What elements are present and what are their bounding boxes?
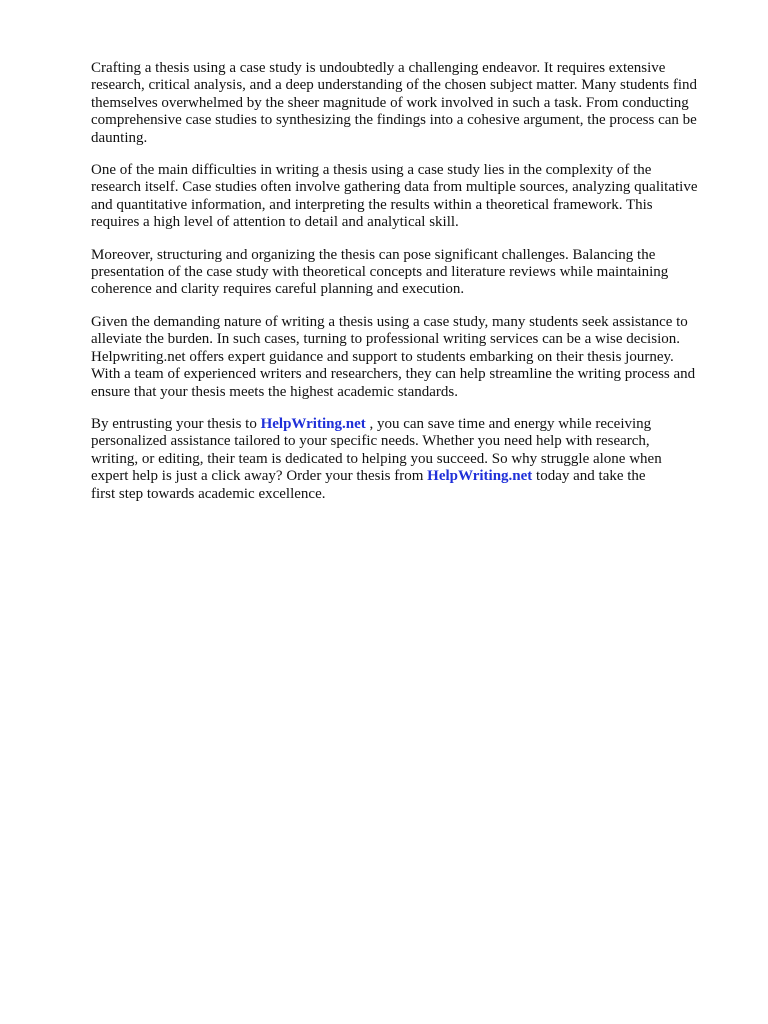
- helpwriting-link-1[interactable]: HelpWriting.net: [260, 415, 366, 432]
- conclusion-text-2: , you can save time and energy while receiving personalized assistance tailored to your specific needs. Whether you need help with research, writing, or editing, their team is dedicated to helping you succeed. So why struggle alone when expert help is just a click away? Order your thesis from: [91, 415, 662, 485]
- paragraph-structure: Moreover, structuring and organizing the thesis can pose significant challenges. Balancing the presentation of the case study with theoretical concepts and literature reviews while maintaining coherence and clarity requires careful planning and execution.: [91, 246, 669, 298]
- helpwriting-link-2[interactable]: HelpWriting.net: [427, 468, 533, 485]
- paragraph-conclusion: [91, 416, 723, 503]
- paragraph-intro: Crafting a thesis using a case study is undoubtedly a challenging endeavor. It requires extensive research, critical analysis, and a deep understanding of the chosen subject matter. Many students find themselves overwhelmed by the sheer magnitude of work involved in such a task. From conducting comprehensive case studies to synthesizing the findings into a cohesive argument, the process can be daunting.: [91, 60, 698, 146]
- conclusion-text-1: By entrusting your thesis to: [91, 415, 261, 432]
- conclusion-text-3: today and take the first step towards academic excellence.: [91, 468, 646, 502]
- paragraph-difficulties: One of the main difficulties in writing a thesis using a case study lies in the complexity of the research itself. Case studies often involve gathering data from multiple sources, analyzing qualitative and quantitative information, and interpreting the results within a theoretical framework. This requires a high level of attention to detail and analytical skill.: [91, 162, 698, 231]
- paragraph-assistance: Given the demanding nature of writing a thesis using a case study, many students seek assistance to alleviate the burden. In such cases, turning to professional writing services can be a wise decision. Helpwriting.net offers expert guidance and support to students embarking on their thesis journey. With a team of experienced writers and researchers, they can help streamline the writing process and ensure that your thesis meets the highest academic standards.: [91, 313, 696, 400]
- document-page: [91, 60, 723, 518]
